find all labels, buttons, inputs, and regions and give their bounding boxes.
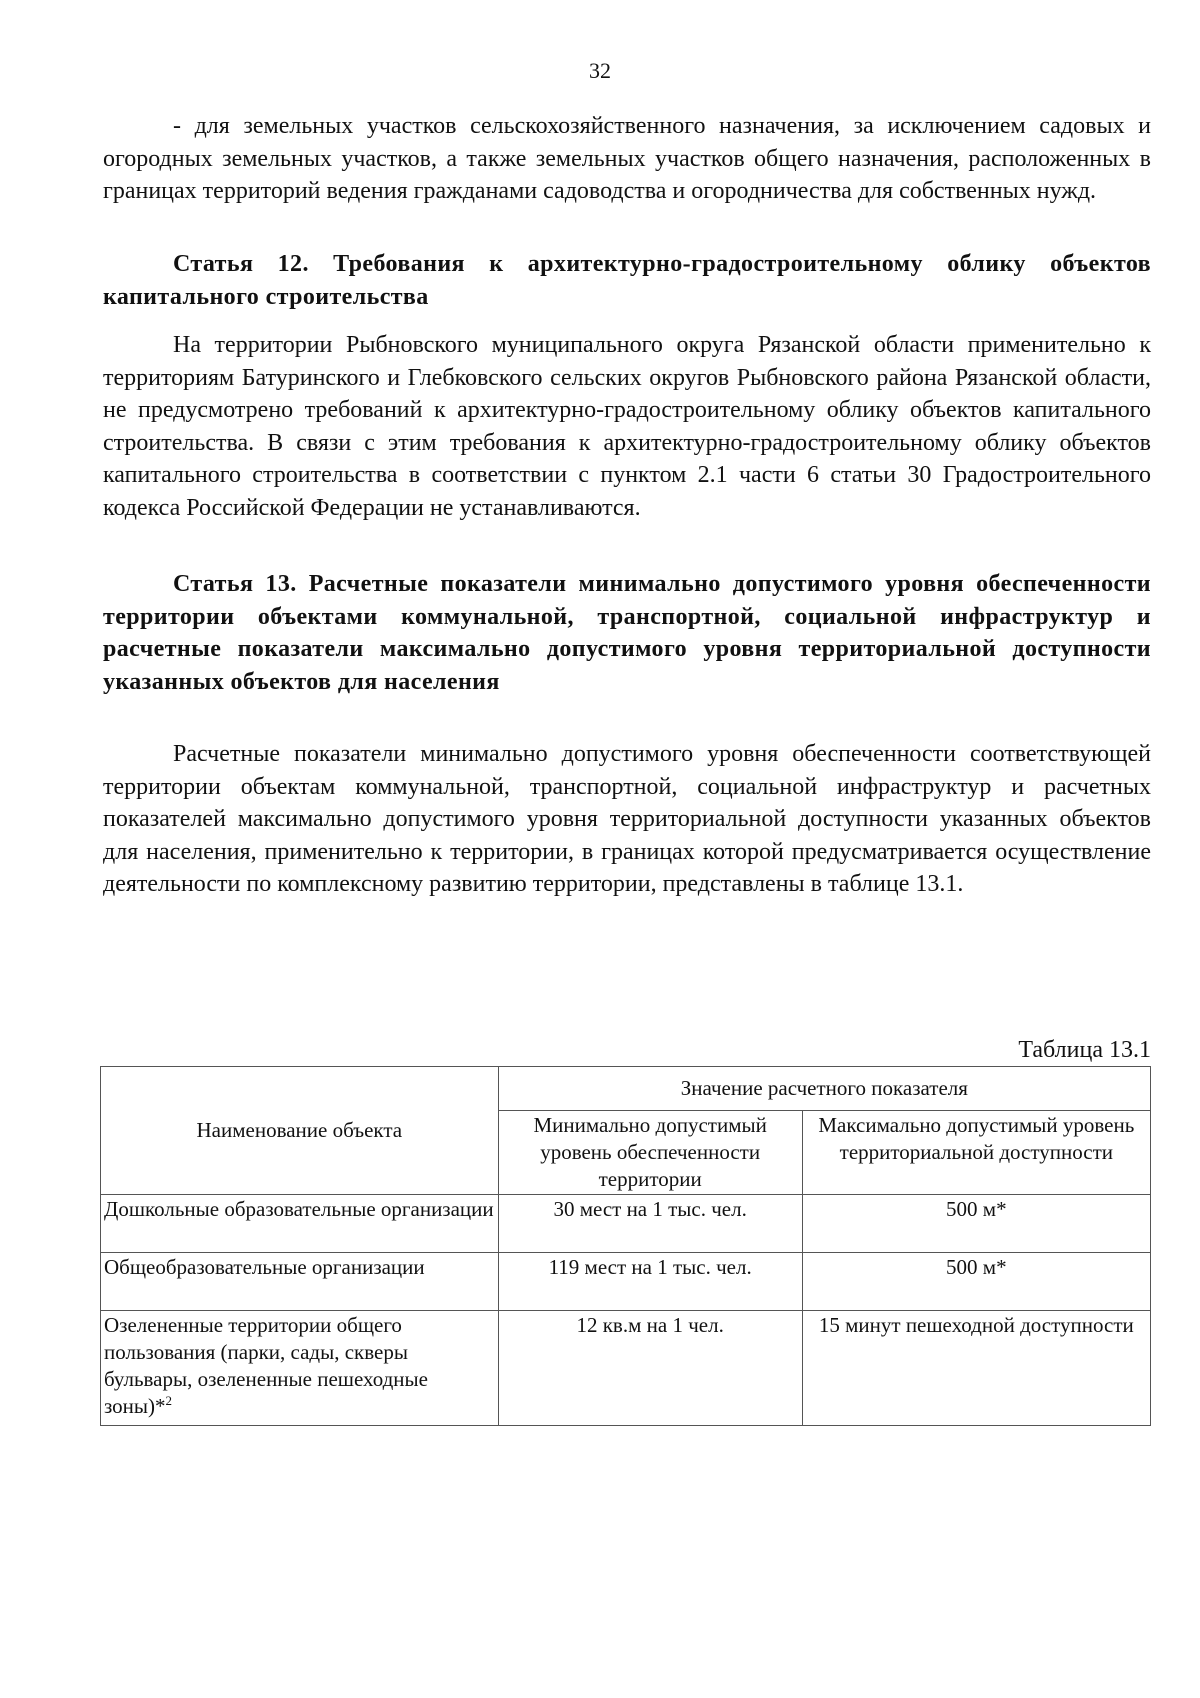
row-min-value: 12 кв.м на 1 чел. xyxy=(498,1311,802,1426)
row-object-name: Дошкольные образовательные организации xyxy=(101,1195,499,1253)
header-max-level: Максимально допустимый уровень территориальной доступности xyxy=(802,1111,1150,1195)
row-object-name-text: Озелененные территории общего пользования (парки, сады, скверы бульвары, озелененные пешеходные зоны)* xyxy=(104,1313,428,1418)
article13-heading: Статья 13. Расчетные показатели минимально допустимого уровня обеспеченности территории объектами коммунальной, транспортной, социальной инфраструктур и расчетные показатели максимально допустимого уровня территориальной доступности указанных объектов для населения xyxy=(103,571,1151,695)
row-max-value: 15 минут пешеходной доступности xyxy=(802,1311,1150,1426)
indicators-table xyxy=(100,1066,1151,1426)
row-min-value: 119 мест на 1 тыс. чел. xyxy=(498,1253,802,1311)
header-min-level: Минимально допустимый уровень обеспеченности территории xyxy=(498,1111,802,1195)
row-object-name: Общеобразовательные организации xyxy=(101,1253,499,1311)
table-header-row-1 xyxy=(101,1067,1151,1111)
page-number: 32 xyxy=(589,58,611,83)
row-min-value: 30 мест на 1 тыс. чел. xyxy=(498,1195,802,1253)
row-max-value: 500 м* xyxy=(802,1195,1150,1253)
table-row xyxy=(101,1195,1151,1253)
intro-text: - для земельных участков сельскохозяйственного назначения, за исключением садовых и огородных земельных участков, а также земельных участков общего назначения, расположенных в границах территорий ведения гражданами садоводства и огородничества для собственных нужд. xyxy=(103,113,1151,204)
table-row xyxy=(101,1253,1151,1311)
footnote-marker: 2 xyxy=(165,1393,173,1408)
row-max-value: 500 м* xyxy=(802,1253,1150,1311)
table-caption: Таблица 13.1 xyxy=(1018,1037,1151,1063)
table-row xyxy=(101,1311,1151,1426)
header-object-name: Наименование объекта xyxy=(101,1067,499,1195)
article13-paragraph: Расчетные показатели минимально допустимого уровня обеспеченности соответствующей территории объектам коммунальной, транспортной, социальной инфраструктур и расчетных показателей максимально допустимого уровня территориальной доступности указанных объектов для населения, применительно к территории, в границах которой предусматривается осуществление деятельности по комплексному развитию территории, представлены в таблице 13.1. xyxy=(103,741,1151,897)
header-indicator-value: Значение расчетного показателя xyxy=(498,1067,1150,1111)
article12-heading: Статья 12. Требования к архитектурно-градостроительному облику объектов капитального строительства xyxy=(103,251,1151,310)
article12-paragraph: На территории Рыбновского муниципального округа Рязанской области применительно к территориям Батуринского и Глебковского сельских округов Рыбновского района Рязанской области, не предусмотрено требований к архитектурно-градостроительному облику объектов капитального строительства. В связи с этим требования к архитектурно-градостроительному облику объектов капитального строительства в соответствии с пунктом 2.1 части 6 статьи 30 Градостроительного кодекса Российской Федерации не устанавливаются. xyxy=(103,332,1151,521)
intro-paragraph xyxy=(103,110,1151,208)
row-object-name xyxy=(101,1311,499,1426)
